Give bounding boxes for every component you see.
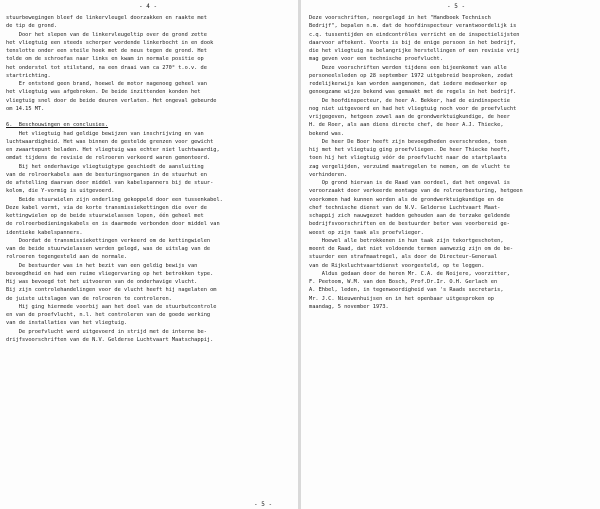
text-line: omdat tijdens de revisie de rolroeren verkeerd waren gemonteerd. [6, 155, 211, 162]
text-line: tenslotte onder een steile hoek met de neus tegen de grond. Het [6, 48, 207, 54]
text-line: genoegzame wijze bekend was gemaakt met de regels in het bedrijf. [309, 89, 517, 96]
text-line: startrichting. [6, 72, 51, 79]
text-line: Deze voorschriften werden tijdens een bijeenkomst van alle [309, 64, 507, 71]
text-line: de tip de grond. [6, 23, 58, 30]
text-line: Beide stuurwielen zijn onderling gekoppeld door een tussenkabel. [6, 196, 223, 203]
text-line: De hoofdinspecteur, de heer A. Bekker, had de eindinspectie [309, 97, 510, 104]
text-line: het vliegtuig was afgebroken. De beide inzittenden konden het [6, 89, 201, 96]
text-line: van de installaties van het vliegtuig. [6, 320, 128, 327]
text-line: vliegtuig snel door de beide deuren verlaten. Het ongeval gebeurde [6, 97, 217, 104]
text-line: Aldus gedaan door de heren Mr. C.A. de Noijere, voorzitter, [309, 270, 510, 277]
text-line: identieke kabelspanners. [6, 229, 83, 236]
text-line: maandag, 5 november 1973. [309, 303, 389, 310]
text-line: Deze kabel vormt, via de korte transmissiekettingen die over de [6, 204, 207, 211]
text-line: c.q. tussentijden en eindcontrôles verricht en de inspectielijsten [309, 31, 520, 38]
text-line: Hij ging hiermede voorbij aan het doel van de stuurbutcontrole [6, 303, 217, 310]
text-line: redelijkerwijs kan worden aangenomen, dat iedere medewerker op [309, 81, 507, 87]
right-page-text [301, 14, 600, 311]
text-line: voorkomen had kunnen worden als de grondwerktuigkundige en de [309, 196, 504, 203]
text-line: Hoewel alle betrokkenen in hun taak zijn tekortgeschoten, [309, 237, 504, 244]
text-line: Deze voorschriften, neergelegd in het "Handboek Technisch [309, 15, 491, 21]
text-line: bekend was. [309, 130, 345, 137]
text-line: De bestuurder was in het bezit van een geldig bewijs van [6, 262, 198, 269]
text-line: H. de Roer, als aan diens directe chef, de heer A.J. Thiecke, [309, 122, 504, 129]
text-line: chef technische dienst van de N.V. Gelderse Luchtvaart Maat- [309, 204, 501, 211]
text-line: van de rolroerkabels aan de besturingsorganen in de stuurhut en [6, 171, 207, 178]
text-line: de rolroerbedieningskabels en is daarmede verbonden door middel van [6, 221, 220, 228]
right-page [301, 0, 600, 509]
section-heading: 6. Beschouwingen en conclusies. [6, 122, 109, 129]
text-line: die het vliegtuig na belangrijke herstellingen of een revisie vrij [309, 48, 520, 54]
text-line: luchtwaardigheid. Het was binnen de gestelde grenzen voor gewicht [6, 138, 214, 145]
text-line: van de Rijksluchtvaartdienst voorgesteld, op te leggen. [309, 262, 485, 269]
text-line: vrijgegeven, hetgeen zowel aan de grondwerktuigkundige, de heer [309, 114, 510, 120]
text-line: weest op zijn taak als proefvlieger. [309, 229, 424, 236]
text-line: De proefvlucht werd uitgevoerd in strijd met de interne be- [6, 328, 207, 335]
text-line: kettingwielen op de beide stuurwielassen lopen, één geheel met [6, 213, 204, 219]
text-line: kolom, die Y-vormig is uitgevoerd. [6, 188, 115, 195]
text-line: De heer De Boer heeft zijn bevoegdheden overschreden, toen [309, 138, 507, 145]
left-page [0, 0, 298, 509]
text-line: rolroeren tegengesteld aan de normale. [6, 254, 128, 261]
text-line: Bedrijf", bepalen n.m. dat de hoofdinspecteur verantwoordelijk is [309, 23, 517, 30]
text-line: daarvoor aftekent. Voorts is bij de enige persoon in het bedrijf, [309, 39, 517, 46]
text-line: en zwaartepunt beladen. Het vliegtuig was echter niet luchtwaardig, [6, 147, 220, 153]
text-line: hij met het vliegtuig ging proefvliegen. De heer Thiecke heeft, [309, 147, 510, 153]
text-line: bedrijfsvoorschriften en de bestuurder beter was voorbereid ge- [309, 221, 510, 228]
text-line: Door het slepen van de linkervleugeltip over de grond zette [6, 31, 207, 38]
text-line: meent de Raad, dat niet voldoende termen aanwezig zijn om de be- [309, 246, 514, 252]
text-line: F. Peetoom, W.M. van den Bosch, Prof.Dr.Ir. O.H. Gerlach en [309, 279, 498, 285]
text-line: Hij was bevoegd tot het uitvoeren van de onderhavige vlucht. [6, 279, 198, 285]
text-line: de afstelling daarvan door middel van kabelspanners bij de stuur- [6, 180, 214, 186]
text-line: stuurbewegingen bleef de linkervleugel doorzakken en raakte met [6, 15, 207, 21]
text-line: van de beide stuurwielassen werden gelegd, was de uitslag van de [6, 246, 211, 252]
text-line: mag geven voor een technische proefvlucht. [309, 56, 443, 63]
text-line: nog niet uitgevoerd en had het vliegtuig noch voor de proefvlucht [309, 105, 517, 112]
text-line: Er ontstond geen brand, hoewel de motor nagenoeg geheel van [6, 81, 207, 87]
text-line: A. Ehbel, leden, in tegenwoordigheid van 's Raads secretaris, [309, 287, 504, 294]
text-line: Doordat de transmissiekettingen verkeerd om de kettingwielen [6, 237, 211, 244]
text-line: het onderstel tot stilstand, na een draai van ca 270° t.o.v. de [6, 64, 207, 71]
text-line: schappij zich nauwgezet hadden gehouden aan de terzake geldende [309, 213, 510, 219]
text-line: om 14.15 MT. [6, 105, 45, 112]
text-line: Bij zijn controlehandelingen voor de vlucht heeft hij nagelaten om [6, 287, 217, 294]
text-line: verhinderen. [309, 171, 348, 178]
text-line: stuurder een strafmaatregel, als door de Directeur-Generaal [309, 254, 498, 261]
text-line: Op grond hiervan is de Raad van oordeel, dat het ongeval is [309, 180, 510, 186]
page-footer-number: - 5 - [254, 501, 273, 508]
text-line: het vliegtuig een steeds scherper wordende linkerbocht in en dook [6, 39, 214, 46]
page-number: - 5 - [447, 3, 466, 10]
text-line: personeelsleden op 28 september 1972 uitgebreid besproken, zodat [309, 72, 514, 79]
text-line: de juiste uitslagen van de rolroeren te controleren. [6, 295, 172, 302]
text-line: bevoegdheid en had een ruime vliegervaring op het betrokken type. [6, 270, 214, 277]
text-line [0, 113, 298, 121]
text-line: Het vliegtuig had geldige bewijzen van inschrijving en van [6, 130, 204, 137]
page-number: - 4 - [139, 3, 158, 10]
text-line: drijfsvoorschriften van de N.V. Gelderse Luchtvaart Maatschappij. [6, 336, 214, 343]
left-page-text [0, 14, 298, 344]
text-line: veroorzaakt door verkeerde montage van de rolroerbesturing, hetgeen [309, 188, 523, 195]
text-line: zag vergelijden, verzuimd maatregelen te nemen, om de vlucht te [309, 163, 510, 170]
text-line: tolde om de schroefas naar links en kwam in normale positie op [6, 56, 204, 63]
text-line: Bij het onderhavige vliegtuigtype geschiedt de aansluiting [6, 163, 204, 170]
text-line: en van de proefvlucht, n.l. het controleren van de goede werking [6, 312, 211, 318]
text-line: Mr. J.C. Nieuwenhuijsen en in het openbaar uitgesproken op [309, 295, 494, 302]
text-line: toen hij het vliegtuig vóór de proefvlucht naar de startplaats [309, 155, 507, 162]
